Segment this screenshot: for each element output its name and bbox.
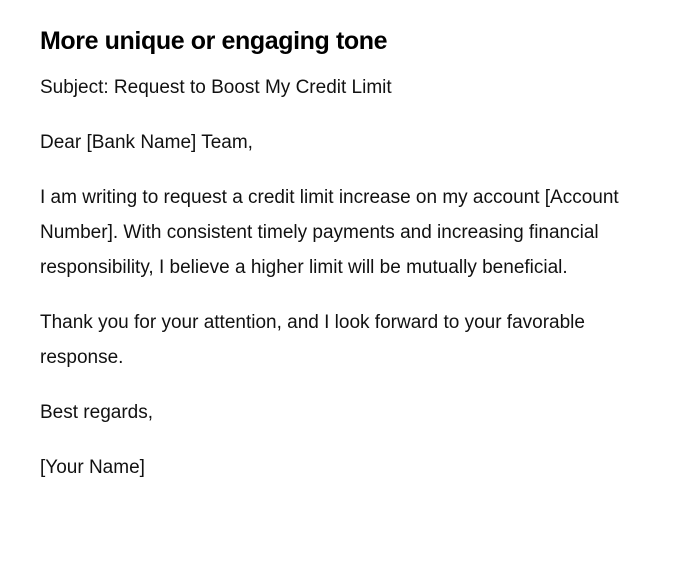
salutation: Dear [Bank Name] Team, bbox=[40, 132, 253, 153]
page-title: More unique or engaging tone bbox=[40, 27, 388, 55]
closing: Best regards, bbox=[40, 402, 153, 423]
body-paragraph: I am writing to request a credit limit increase on my account [Account Number]. With consistent timely payments and increasing financial responsibility, I believe a higher limit will be mutually beneficial. bbox=[40, 187, 619, 278]
subject-line: Subject: Request to Boost My Credit Limit bbox=[40, 77, 392, 98]
thanks-paragraph: Thank you for your attention, and I look forward to your favorable response. bbox=[40, 312, 585, 368]
signature: [Your Name] bbox=[40, 457, 145, 478]
